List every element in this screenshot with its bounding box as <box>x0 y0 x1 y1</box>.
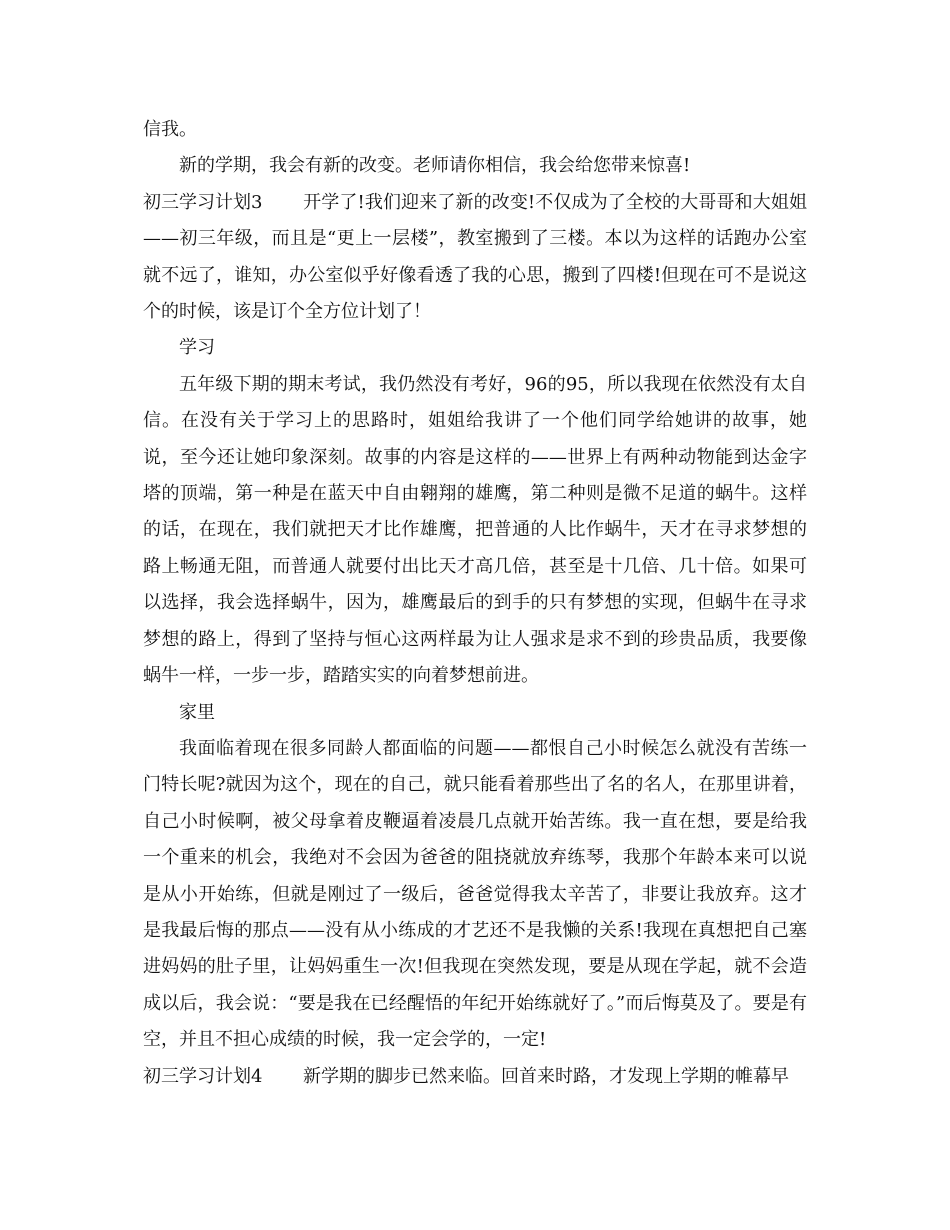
document-body <box>143 112 807 1095</box>
home-paragraph: 我面临着现在很多同龄人都面临的问题——都恨自己小时候怎么就没有苦练一门特长呢?就因为这个，现在的自己，就只能看着那些出了名的名人，在那里讲着，自己小时候啊，被父母拿着皮鞭逼着凌晨几点就开始苦练。我一直在想，要是给我一个重来的机会，我绝对不会因为爸爸的阻挠就放弃练琴，我那个年龄本来可以说是从小开始练，但就是刚过了一级后，爸爸觉得我太辛苦了，非要让我放弃。这才是我最后悔的那点——没有从小练成的才艺还不是我懒的关系!我现在真想把自己塞进妈妈的肚子里，让妈妈重生一次!但我现在突然发现，要是从现在学起，就不会造成以后，我会说：“要是我在已经醒悟的年纪开始练就好了。”而后悔莫及了。要是有空，并且不担心成绩的时候，我一定会学的，一定! <box>143 737 807 1051</box>
study-paragraph: 五年级下期的期末考试，我仍然没有考好，96的95，所以我现在依然没有太自信。在没有关于学习上的思路时，姐姐给我讲了一个他们同学给她讲的故事，她说，至今还让她印象深刻。故事的内容是这样的——世界上有两种动物能到达金字塔的顶端，第一种是在蓝天中自由翱翔的雄鹰，第二种则是微不足道的蜗牛。这样的话，在现在，我们就把天才比作雄鹰，把普通的人比作蜗牛，天才在寻求梦想的路上畅通无阻，而普通人就要付出比天才高几倍，甚至是十几倍、几十倍。如果可以选择，我会选择蜗牛，因为，雄鹰最后的到手的只有梦想的实现，但蜗牛在寻求梦想的路上，得到了坚持与恒心这两样最为让人强求是求不到的珍贵品质，我要像蜗牛一样，一步一步，踏踏实实的向着梦想前进。 <box>143 373 807 687</box>
plan-4-text: 新学期的脚步已然来临。回首来时路，才发现上学期的帷幕早 <box>303 1065 789 1087</box>
intro-tail-paragraph: 信我。 <box>143 119 197 140</box>
plan-4-paragraph <box>143 1059 807 1095</box>
study-heading: 学习 <box>179 337 215 359</box>
plan-3-text: 开学了!我们迎来了新的改变!不仅成为了全校的大哥哥和大姐姐——初三年级，而且是“更上一层楼”，教室搬到了三楼。本以为这样的话跑办公室就不远了，谁知，办公室似乎好像看透了我的心思，搬到了四楼!但现在可不是说这个的时候，该是订个全方位计划了！ <box>143 191 807 323</box>
plan-3-paragraph <box>143 185 807 331</box>
home-heading: 家里 <box>179 701 215 723</box>
plan-3-label: 初三学习计划3 <box>143 191 263 213</box>
closing-paragraph: 新的学期，我会有新的改变。老师请你相信，我会给您带来惊喜! <box>179 155 691 177</box>
plan-4-label: 初三学习计划4 <box>143 1065 263 1087</box>
